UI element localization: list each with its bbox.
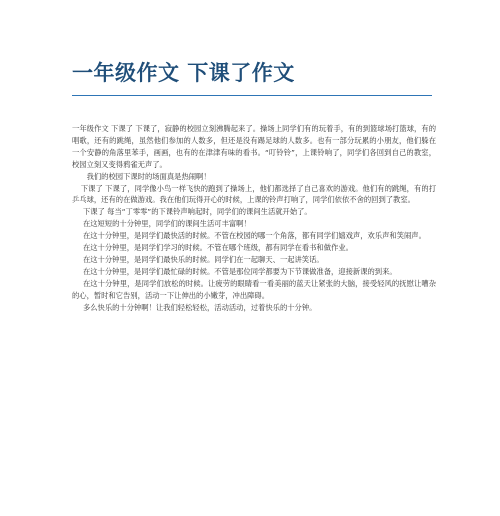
paragraph: 在这十分钟里，是同学们学习的时候。不管在哪个班级，都有同学在看书和做作业。 bbox=[82, 243, 353, 253]
paragraph: 我们的校园下课时的场面真是热闹啊！ bbox=[86, 171, 211, 181]
paragraph: 在这十分钟里，是同学们最忙碌的时候。不管是那位同学都要为下节课做准备，迎接新课的到来。 bbox=[82, 266, 397, 276]
paragraph: 下课了 下课了，同学像小鸟一样飞快的跑到了操场上，他们都选择了自己喜欢的游戏。他们有的跳绳，有的打乒乓球，还有的在做游戏。我在他们玩得开心的时候，上课的铃声打响了，同学们依依不舍的回到了教室。 bbox=[72, 183, 436, 205]
title-divider bbox=[72, 95, 432, 96]
paragraph: 一年级作文 下课了 下课了，寂静的校园立刻沸腾起来了。操场上同学们有的玩着手，有的到篮球场打篮球，有的唱歌，还有的跳绳，虽然他们参加的人数多，但还是没有踢足球的人数多。也有一部分玩累的小朋友，他们躲在一个安静的角落里苯手，画画，也有的在津津有味的看书。“叮铃铃”，上课铃响了，同学们各回到自己的教室，校园立刻又变得鸦雀无声了。 bbox=[72, 124, 436, 169]
paragraph: 多么快乐的十分钟啊！让我们轻松轻松，活动活动，过着快乐的十分钟。 bbox=[82, 302, 317, 312]
paragraph: 在这十分钟里，是同学们最快活的时候。不管在校园的哪一个角落，都有同学们嬉戏声，欢乐声和笑闹声。 bbox=[82, 231, 426, 241]
document-title: 一年级作文 下课了作文 bbox=[72, 61, 295, 85]
document-body bbox=[72, 123, 436, 314]
paragraph: 在这十分钟里，是同学们最快乐的时候。同学们在一起聊天、一起讲笑话。 bbox=[82, 254, 324, 264]
paragraph: 下课了 每当“丁零零”的下课铃声响起时，同学们的课间生活就开始了。 bbox=[82, 207, 312, 217]
paragraph: 在这十分钟里，是同学们放松的时候。让疲劳的眼睛看一看美丽的蓝天让紧张的大脑，接受轻风的抚慰让嘈杂的心，暂时和它告别，活动一下让伸出的小嫩芽，冲出障碍。 bbox=[72, 278, 436, 300]
paragraph: 在这短短的十分钟里，同学们的课间生活可丰富啊！ bbox=[82, 219, 251, 229]
